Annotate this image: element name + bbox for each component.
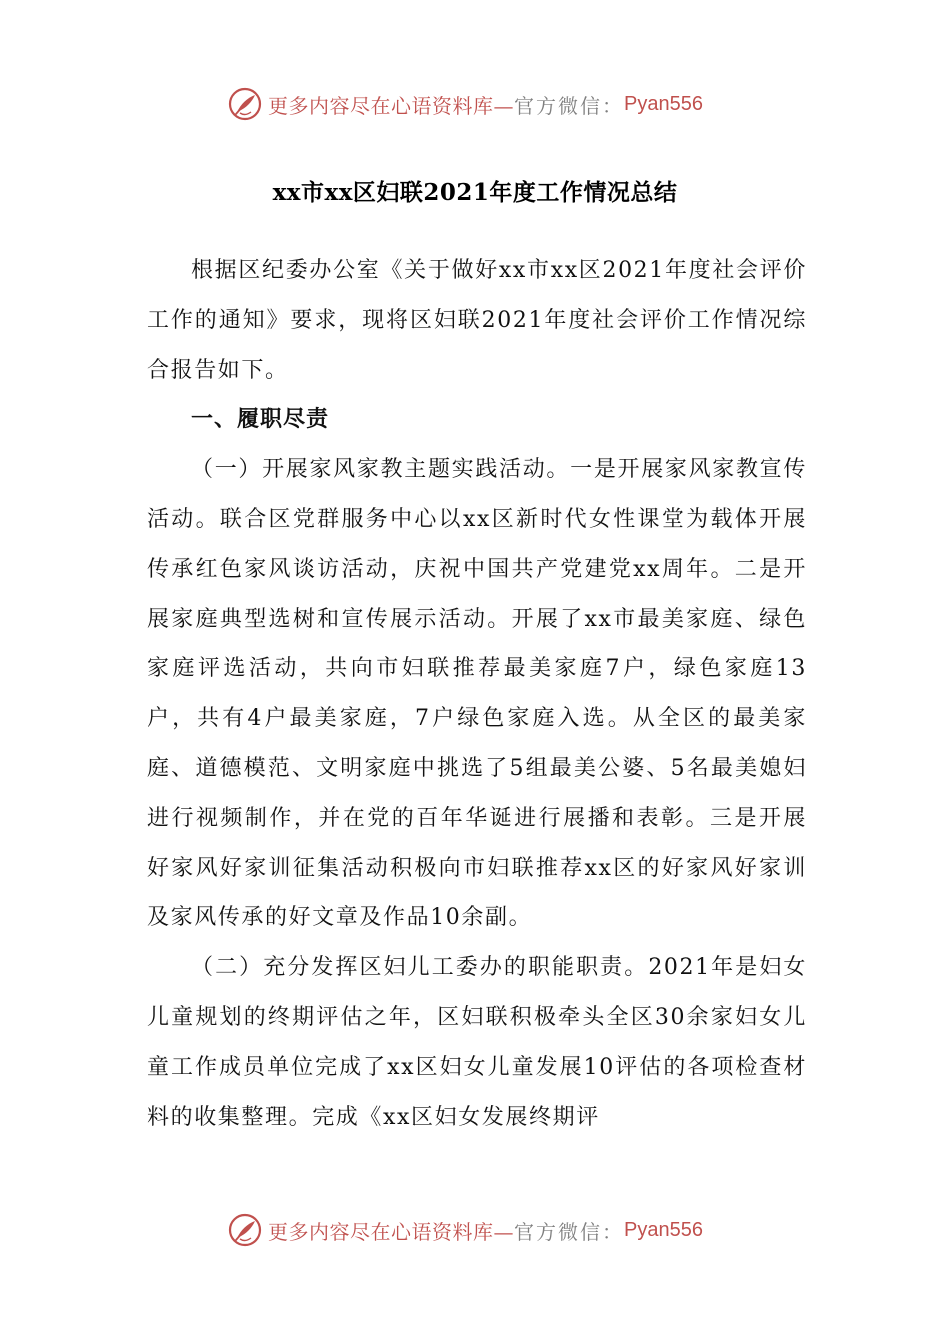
subsection-1-paragraph [147, 445, 807, 943]
banner-wechat-id: Pyan556 [624, 1218, 703, 1241]
subsection-1-body: 一是开展家风家教宣传活动。联合区党群服务中心以xx区新时代女性课堂为载体开展传承红色家风谈访活动，庆祝中国共产党建党xx周年。二是开展家庭典型选树和宣传展示活动。开展了xx市最美家庭、绿色家庭评选活动，共向市妇联推荐最美家庭7户，绿色家庭13户，共有4户最美家庭，7户绿色家庭入选。从全区的最美家庭、道德模范、文明家庭中挑选了5组最美公婆、5名最美媳妇进行视频制作，并在党的百年华诞进行展播和表彰。三是开展好家风好家训征集活动积极向市妇联推荐xx区的好家风好家训及家风传承的好文章及作品10余副。 [147, 457, 807, 931]
subsection-1-lead: （一）开展家风家教主题实践活动。 [191, 457, 571, 483]
intro-paragraph: 根据区纪委办公室《关于做好xx市xx区2021年度社会评价工作的通知》要求，现将区妇联2021年度社会评价工作情况综合报告如下。 [147, 258, 807, 383]
document-title: xx市xx区妇联2021年度工作情况总结 [272, 179, 678, 206]
section-heading: 一、履职尽责 [191, 407, 330, 433]
document-body [147, 246, 807, 1142]
banner-site-text: 更多内容尽在心语资料库— [268, 93, 514, 118]
banner-site-text: 更多内容尽在心语资料库— [268, 1219, 514, 1244]
banner-wechat-label: 官方微信： [514, 93, 624, 118]
feather-pen-logo-icon [228, 87, 262, 121]
banner-wechat-label: 官方微信： [514, 1219, 624, 1244]
subsection-2-body: 2021年是妇女儿童规划的终期评估之年，区妇联积极牵头全区30余家妇女儿童工作成员单位完成了xx区妇女儿童发展10评估的各项检查材料的收集整理。完成《xx区妇女发展终期评 [147, 955, 807, 1130]
banner-wechat-id: Pyan556 [624, 92, 703, 115]
feather-pen-logo-icon [228, 1213, 262, 1247]
footer-watermark-banner [228, 1210, 703, 1250]
subsection-2-lead: （二）充分发挥区妇儿工委办的职能职责。 [191, 955, 649, 981]
subsection-2-paragraph [147, 943, 807, 1142]
header-watermark-banner [228, 84, 703, 124]
